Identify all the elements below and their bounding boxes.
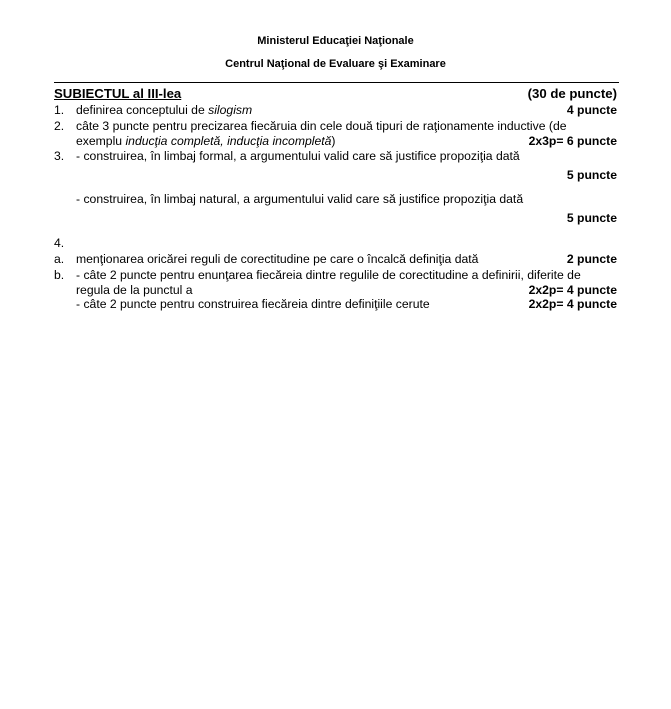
item-number: 4. bbox=[54, 235, 65, 250]
item-number: 2. bbox=[54, 118, 65, 133]
header-center: Centrul Naţional de Evaluare şi Examinare bbox=[225, 57, 446, 70]
item-number: b. bbox=[54, 267, 65, 282]
item-points: 2x2p= 4 puncte bbox=[528, 282, 617, 297]
list-item bbox=[54, 268, 617, 313]
document-content bbox=[54, 86, 617, 313]
item-number: 1. bbox=[54, 102, 65, 117]
item-points: 4 puncte bbox=[566, 102, 617, 117]
item-text-plain: exemplu bbox=[76, 133, 126, 148]
item-text-italic: inducţia completă, inducţia incompletă bbox=[125, 133, 332, 148]
item-line: - câte 2 puncte pentru construirea fiecăreia dintre definiţiile cerute 2x2p= 4 puncte bbox=[76, 297, 617, 312]
item-line: - construirea, în limbaj natural, a argumentului valid care să justifice propoziţia dată bbox=[76, 192, 524, 207]
item-text-plain: definirea conceptului de bbox=[76, 102, 209, 117]
item-points: 2x3p= 6 puncte bbox=[528, 133, 617, 148]
list-item bbox=[54, 252, 617, 267]
list-item bbox=[54, 236, 617, 251]
item-text-italic: silogism bbox=[208, 102, 253, 117]
item-line bbox=[76, 134, 617, 149]
item-points: 5 puncte bbox=[566, 211, 617, 226]
subject-title: SUBIECTUL al III-lea bbox=[54, 85, 182, 101]
subject-heading bbox=[54, 86, 617, 102]
item-line: - construirea, în limbaj formal, a argumentului valid care să justifice propoziţia dată bbox=[76, 149, 520, 164]
list-item bbox=[54, 103, 617, 118]
item-text bbox=[76, 103, 559, 118]
item-points: 2x2p= 4 puncte bbox=[528, 297, 617, 312]
item-points: 2 puncte bbox=[566, 251, 617, 266]
list-item bbox=[54, 149, 617, 226]
item-number: a. bbox=[54, 251, 65, 266]
item-text-post: ) bbox=[331, 133, 336, 148]
list-item bbox=[54, 119, 617, 149]
subject-points: (30 de puncte) bbox=[527, 85, 617, 101]
item-number: 3. bbox=[54, 149, 65, 164]
item-text bbox=[76, 236, 617, 251]
item-line: regula de la punctul a 2x2p= 4 puncte bbox=[76, 282, 617, 297]
item-points: 5 puncte bbox=[566, 168, 617, 183]
item-text: menţionarea oricărei reguli de corectitudine pe care o încalcă definiţia dată bbox=[76, 251, 479, 266]
document-header bbox=[0, 0, 671, 72]
header-ministry: Ministerul Educaţiei Naţionale bbox=[257, 35, 414, 47]
item-line: câte 3 puncte pentru precizarea fiecăruia din cele două tipuri de raţionamente inductive (de bbox=[76, 118, 567, 133]
item-line: - câte 2 puncte pentru enunţarea fiecăreia dintre regulile de corectitudine a definirii, diferite de bbox=[76, 267, 581, 282]
header-divider bbox=[54, 82, 619, 83]
